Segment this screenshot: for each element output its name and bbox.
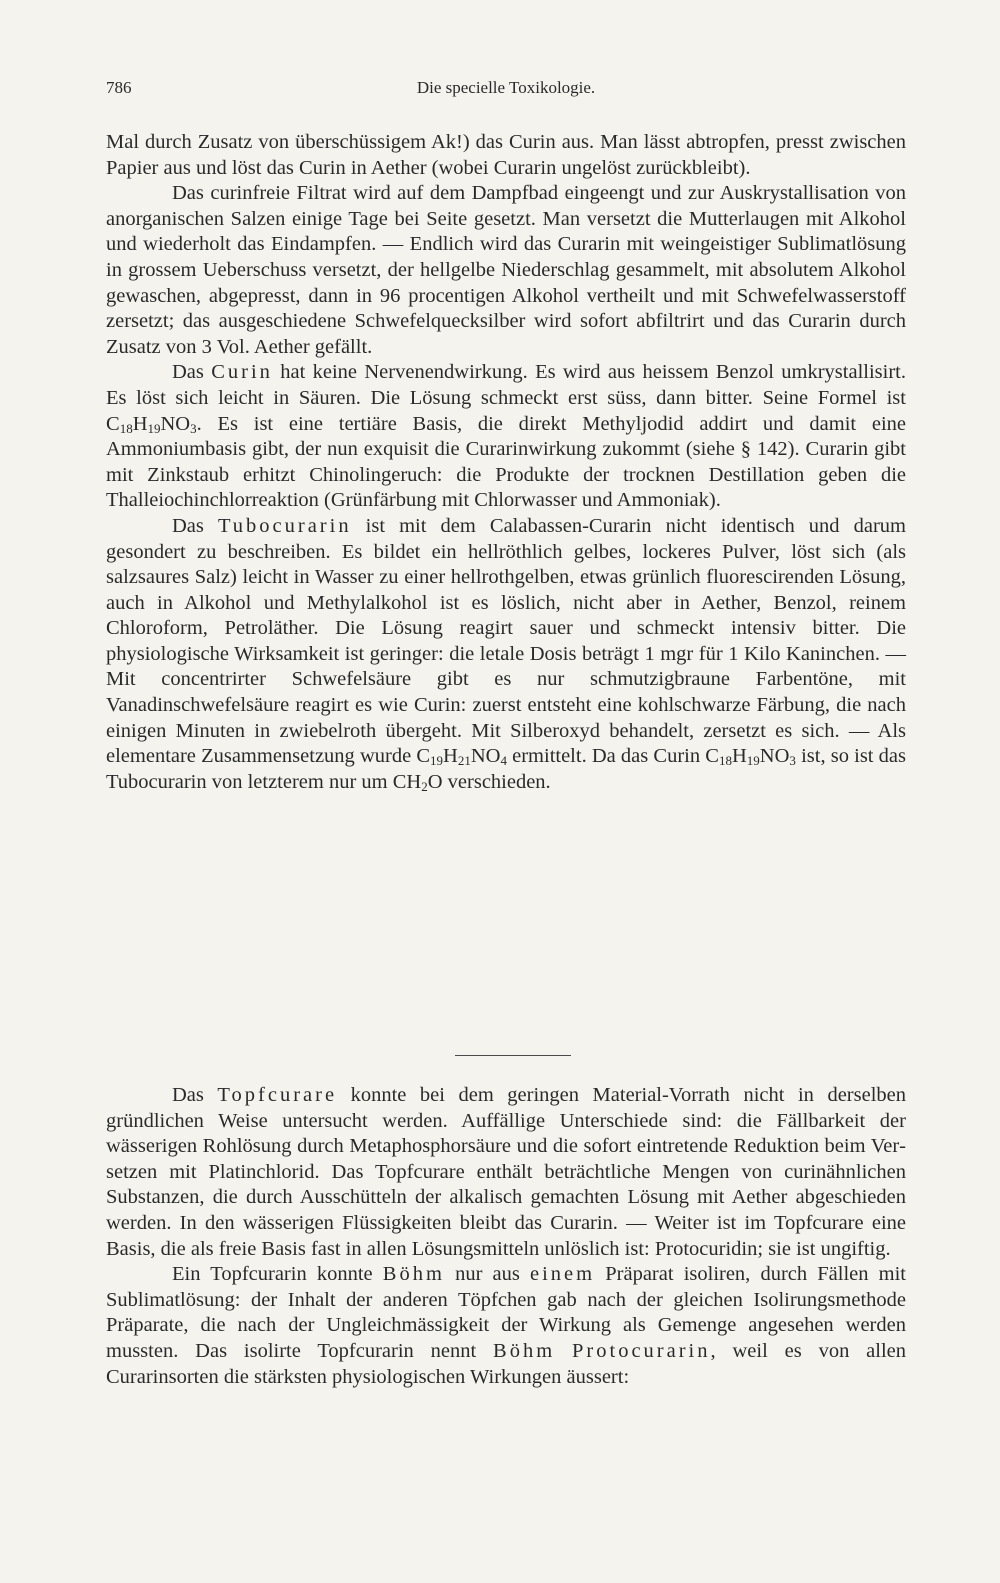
text-block-lower — [106, 1083, 906, 1390]
formula-subscript: 2 — [421, 778, 428, 794]
formula-element: H — [731, 745, 747, 768]
paragraph-6 — [106, 1262, 906, 1390]
p4-text-b: ermittelt. Da das Curin C — [506, 745, 719, 768]
p3-text-a: hat keine Nervenendwirkung. Es wird aus heissem Benzol umkrystallisirt. Es löst sich leicht in Säuren. Die Lösung schmeckt erst süss, dann bitter. Seine Formel ist C — [106, 361, 906, 435]
formula-subscript: 18 — [718, 753, 732, 769]
term-curin: Curin — [211, 361, 273, 384]
p4-text-c: ist, so ist das Tubocurarin von letzterem nur um CH — [106, 745, 907, 793]
formula-subscript: 19 — [147, 420, 161, 436]
p5-text-a: konnte bei dem geringen Material-Vorrath nicht in derselben gründlichen Weise untersucht werden. Auffällige Unterschiede sind: die Fällbarkeit der wässerigen Rohlösung durch Metaphosphorsäure und die sofort eintretende Reduktion beim Versetzen mit Platinchlorid. Das Topfcurare enthält beträchtliche Mengen von curinähnlichen Substanzen, die durch Ausschütteln der alkalisch gemachten Lösung mit Aether abgeschieden werden. In den wässerigen Flüssigkeiten bleibt das Curarin. — Weiter ist im Topfcurare eine Basis, die als freie Basis fast in allen Lösungsmitteln unlöslich ist: Protocuridin; sie ist ungiftig. — [106, 1084, 906, 1260]
paragraph-5 — [106, 1083, 906, 1262]
p4-lead: Das — [172, 514, 218, 537]
author-name-boehm: Böhm — [493, 1339, 556, 1362]
formula-element: H — [132, 412, 148, 435]
formula-subscript: 19 — [746, 753, 760, 769]
term-tubocurarin: Tubocurarin — [217, 514, 352, 537]
author-name-boehm: Böhm — [382, 1263, 445, 1286]
p6-text-a: nur aus — [444, 1263, 531, 1286]
formula-subscript: 3 — [789, 753, 796, 769]
p4-text-a: ist mit dem Calabassen-Curarin nicht identisch und darum gesondert zu beschreiben. Es bildet ein hellröthlich gelbes, lockeres Pulver, löst sich (als salzsaures Salz) leicht in Wasser zu einer hellrothgelben, etwas grünlich fluorescirenden Lösung, auch in Alkohol und Methylalkohol ist es löslich, nicht aber in Aether, Benzol, reinem Chloroform, Petroläther. Die Lösung reagirt sauer und schmeckt intensiv bitter. Die physiologische Wirksamkeit ist geringer: die letale Dosis beträgt 1 mgr für 1 Kilo Kaninchen. — Mit concentrirter Schwefelsäure gibt es nur schmutzigbraune Farbentöne, mit Vanadinschwefelsäure reagirt es wie Curin: zuerst entsteht eine kohlschwarze Färbung, die nach einigen Minuten in zwiebelroth übergeht. Mit Silberoxyd behandelt, zersetzt es sich. — Als elementare Zusammensetzung wurde C — [106, 514, 906, 768]
formula-element: NO — [759, 745, 790, 768]
paragraph-2: Das curinfreie Filtrat wird auf dem Dampfbad eingeengt und zur Auskrystallisation von anorganischen Salzen einige Tage bei Seite gesetzt. Man versetzt die Mutterlaugen mit Alkohol und wiederholt das Eindampfen. — Endlich wird das Curarin mit weingeistiger Sublimatlösung in grossem Ueberschuss versetzt, der hellgelbe Niederschlag gesammelt, mit absolutem Alkohol gewaschen, abgepresst, dann in 96 procentigen Alkohol vertheilt und mit Schwefelwasserstoff zersetzt; das ausgeschiedene Schwefelquecksilber wird sofort abfiltrirt und das Curarin durch Zusatz von 3 Vol. Aether gefällt. — [106, 182, 906, 358]
term-topfcurare: Topfcurare — [217, 1084, 338, 1106]
p6-lead: Ein Topfcurarin konnte — [172, 1263, 383, 1286]
paragraph-4 — [106, 514, 906, 796]
formula-subscript: 4 — [500, 753, 507, 769]
running-title: Die specielle Toxikologie. — [416, 78, 596, 97]
section-separator-rule — [455, 1055, 571, 1056]
page-number: 786 — [106, 78, 132, 97]
p3-text-b: . Es ist eine tertiäre Basis, die direkt Methyljodid addirt und damit eine Ammoniumbasis gibt, der nun exquisit die Curarinwirkung zukommt (siehe § 142). Curarin gibt mit Zinkstaub erhitzt Chinolingeruch: die Produkte der trocknen Destillation geben die Thalleiochinchlorreaktion (Grünfärbung mit Chlorwasser und Ammoniak). — [106, 412, 906, 512]
p5-lead: Das — [172, 1084, 218, 1106]
p4-text-d: O verschieden. — [427, 770, 551, 793]
term-protocurarin: Protocurarin — [572, 1339, 711, 1362]
formula-element: NO — [160, 412, 191, 435]
formula-subscript: 19 — [430, 753, 444, 769]
paragraph-3 — [106, 360, 906, 514]
formula-element: H — [443, 745, 458, 768]
p6-text-b: Präparat isoliren, durch Fällen mit Sublimatlösung: der Inhalt der anderen Töpfchen gab nach der gleichen Isolirungsmethode Präparate, die nach der Ungleichmässigkeit der Wirkung als Gemenge angesehen werden mussten. Das isolirte Topfcurarin nennt — [106, 1263, 906, 1362]
formula-subscript: 18 — [119, 420, 133, 436]
paragraph-1: Mal durch Zusatz von überschüssigem Ak!) das Curin aus. Man lässt abtropfen, presst zwischen Papier aus und löst das Curin in Aether (wobei Curarin ungelöst zurückbleibt). — [106, 131, 906, 179]
text-block-upper — [106, 130, 906, 795]
p6-text-d: , weil es von allen Curarinsorten die stärksten physiologischen Wirkungen äussert: — [106, 1339, 907, 1388]
formula-element: NO — [470, 745, 501, 768]
formula-subscript: 3 — [190, 420, 197, 436]
p3-lead: Das — [172, 361, 212, 384]
formula-subscript: 21 — [457, 753, 471, 769]
page-header — [106, 78, 906, 102]
p6-text-c — [555, 1340, 572, 1362]
emphasis-einem: einem — [530, 1263, 596, 1286]
